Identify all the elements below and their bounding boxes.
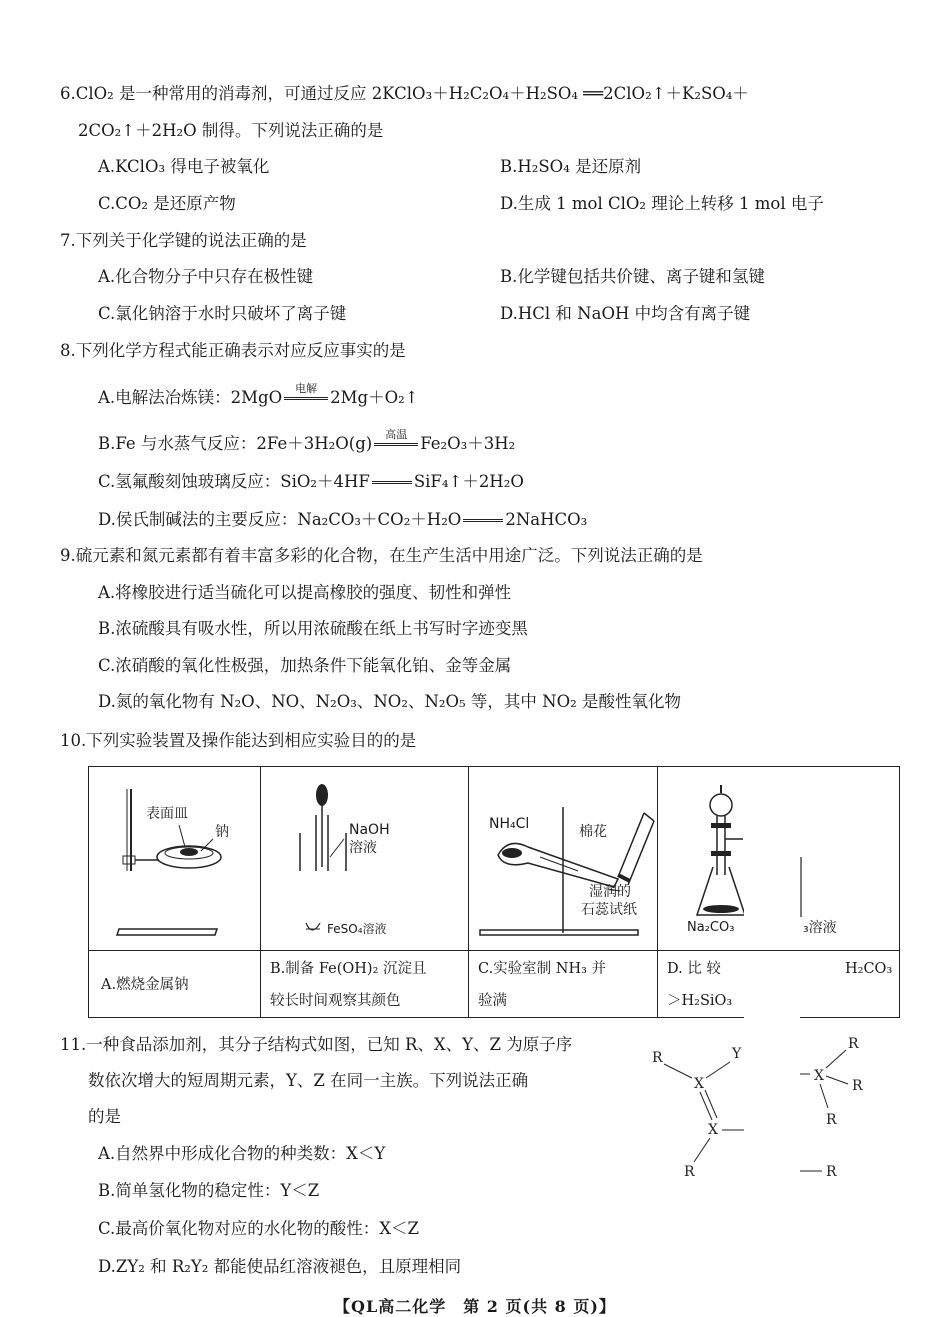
q7-option-b: B.化学键包括共价键、离子键和氢键 — [500, 267, 765, 286]
q9-stem: 9.硫元素和氮元素都有着丰富多彩的化合物，在生产生活中用途广泛。下列说法正确的是 — [60, 546, 703, 565]
apparatus-c-figure — [468, 767, 657, 950]
q11-option-a: A.自然界中形成化合物的种类数：X＜Y — [98, 1144, 386, 1163]
apparatus-a-figure — [89, 767, 260, 950]
q8-option-a — [98, 382, 419, 407]
atom-r: R — [826, 1112, 837, 1128]
q11-stem-line2: 数依次增大的短周期元素，Y、Z 在同一主族。下列说法正确 — [88, 1071, 529, 1090]
q7-stem: 7.下列关于化学键的说法正确的是 — [60, 231, 307, 250]
q8-b-left: B.Fe 与水蒸气反应：2Fe＋3H₂O(g) — [98, 434, 373, 453]
q10-caption-a: A.燃烧金属钠 — [101, 977, 189, 993]
q10-caption-c-line1: C.实验室制 NH₃ 并 — [478, 961, 607, 977]
q6-stem-line1: 6.ClO₂ 是一种常用的消毒剂，可通过反应 2KClO₃＋H₂C₂O₄＋H₂SO₄ ══2ClO₂↑＋K₂SO₄＋ — [60, 84, 749, 103]
figure-crop-gap — [266, 871, 462, 919]
q9-option-a: A.将橡胶进行适当硫化可以提高橡胶的强度、韧性和弹性 — [98, 583, 512, 602]
atom-r: R — [826, 1164, 837, 1180]
apparatus-b-label-solution: 溶液 — [349, 840, 377, 856]
q10-caption-d-line1: D. 比 较 — [667, 961, 721, 977]
equals-sign-with-condition — [284, 382, 328, 400]
q8-c-right: SiF₄↑＋2H₂O — [413, 472, 524, 491]
equals-sign-with-condition — [374, 428, 418, 446]
figure-crop-gap — [745, 1030, 800, 1180]
atom-x: X — [708, 1122, 718, 1138]
figure-crop-gap — [744, 951, 800, 1018]
q8-d-right: 2NaHCO₃ — [505, 510, 588, 529]
q11-stem-line1: 11.一种食品添加剂，其分子结构式如图，已知 R、X、Y、Z 为原子序 — [60, 1035, 573, 1054]
q10-caption-c-line2: 验满 — [478, 993, 507, 1009]
apparatus-a-label-sodium: 钠 — [215, 824, 229, 840]
q8-option-d — [98, 512, 587, 529]
equals-sign — [372, 481, 412, 484]
q11-option-d: D.ZY₂ 和 R₂Y₂ 都能使品红溶液褪色，且原理相同 — [98, 1257, 462, 1276]
q10-caption-b-line2: 较长时间观察其颜色 — [270, 993, 401, 1009]
atom-y: Y — [732, 1046, 742, 1062]
apparatus-a-label-dish: 表面皿 — [146, 806, 188, 822]
q11-option-c: C.最高价氧化物对应的水化物的酸性：X＜Z — [98, 1219, 419, 1238]
figure-crop-gap — [744, 767, 800, 950]
apparatus-c-label-moist: 湿润的 — [589, 884, 631, 900]
q10-caption-d-line2: ＞H₂SiO₃ — [667, 993, 733, 1009]
apparatus-c-label-cotton: 棉花 — [579, 824, 607, 840]
q8-option-b — [98, 428, 516, 453]
q8-d-left: D.侯氏制碱法的主要反应：Na₂CO₃＋CO₂＋H₂O — [98, 510, 462, 529]
q9-option-c: C.浓硝酸的氧化性极强，加热条件下能氧化铂、金等金属 — [98, 656, 512, 675]
q10-caption-e: H₂CO₃ — [845, 961, 893, 977]
atom-r: R — [852, 1078, 863, 1094]
q6-option-b: B.H₂SO₄ 是还原剂 — [500, 157, 642, 176]
q7-option-c: C.氯化钠溶于水时只破坏了离子键 — [98, 304, 347, 323]
q8-a-left: A.电解法冶炼镁：2MgO — [98, 388, 283, 407]
atom-r: R — [848, 1036, 859, 1052]
page-footer: 【QL高二化学 第 2 页(共 8 页)】 — [334, 1297, 616, 1316]
q9-option-b: B.浓硫酸具有吸水性，所以用浓硫酸在纸上书写时字迹变黑 — [98, 619, 528, 638]
q11-option-b: B.简单氢化物的稳定性：Y＜Z — [98, 1181, 320, 1200]
q6-stem-line2: 2CO₂↑＋2H₂O 制得。下列说法正确的是 — [78, 121, 384, 140]
q6-option-d: D.生成 1 mol ClO₂ 理论上转移 1 mol 电子 — [500, 194, 824, 213]
q6-option-a: A.KClO₃ 得电子被氧化 — [98, 157, 270, 176]
q7-option-a: A.化合物分子中只存在极性键 — [98, 267, 314, 286]
q10-apparatus-table — [88, 766, 900, 1018]
q7-option-d: D.HCl 和 NaOH 中均含有离子键 — [500, 304, 751, 323]
atom-r: R — [684, 1164, 695, 1180]
q8-b-condition: 高温 — [385, 428, 408, 441]
q11-stem-line3: 的是 — [88, 1107, 121, 1126]
q8-option-c — [98, 474, 524, 491]
q8-b-right: Fe₂O₃＋3H₂ — [420, 434, 516, 453]
q8-a-right: 2Mg＋O₂↑ — [330, 388, 419, 407]
q9-option-d: D.氮的氧化物有 N₂O、NO、N₂O₃、NO₂、N₂O₅ 等，其中 NO₂ 是酸性氧化物 — [98, 692, 681, 711]
figure-crop-gap — [99, 871, 254, 919]
q8-c-left: C.氢氟酸刻蚀玻璃反应：SiO₂＋4HF — [98, 472, 370, 491]
apparatus-c-label-nh4cl: NH₄Cl — [489, 816, 530, 832]
apparatus-b-label-naoh: NaOH — [349, 822, 390, 838]
atom-x: X — [814, 1068, 824, 1084]
q10-caption-b-line1: B.制备 Fe(OH)₂ 沉淀且 — [270, 961, 427, 977]
q8-stem: 8.下列化学方程式能正确表示对应反应事实的是 — [60, 341, 406, 360]
equals-sign — [463, 519, 503, 522]
apparatus-b-label-feso4: FeSO₄溶液 — [327, 922, 387, 936]
atom-r: R — [652, 1050, 663, 1066]
q10-stem: 10.下列实验装置及操作能达到相应实验目的的是 — [60, 731, 417, 750]
atom-x: X — [694, 1076, 704, 1092]
apparatus-e-label-solution: ₃溶液 — [803, 920, 837, 936]
apparatus-c-label-litmus: 石蕊试纸 — [581, 902, 637, 918]
q8-a-condition: 电解 — [295, 382, 318, 395]
q6-option-c: C.CO₂ 是还原产物 — [98, 194, 236, 213]
apparatus-d-label-na2co3: Na₂CO₃ — [687, 920, 735, 935]
